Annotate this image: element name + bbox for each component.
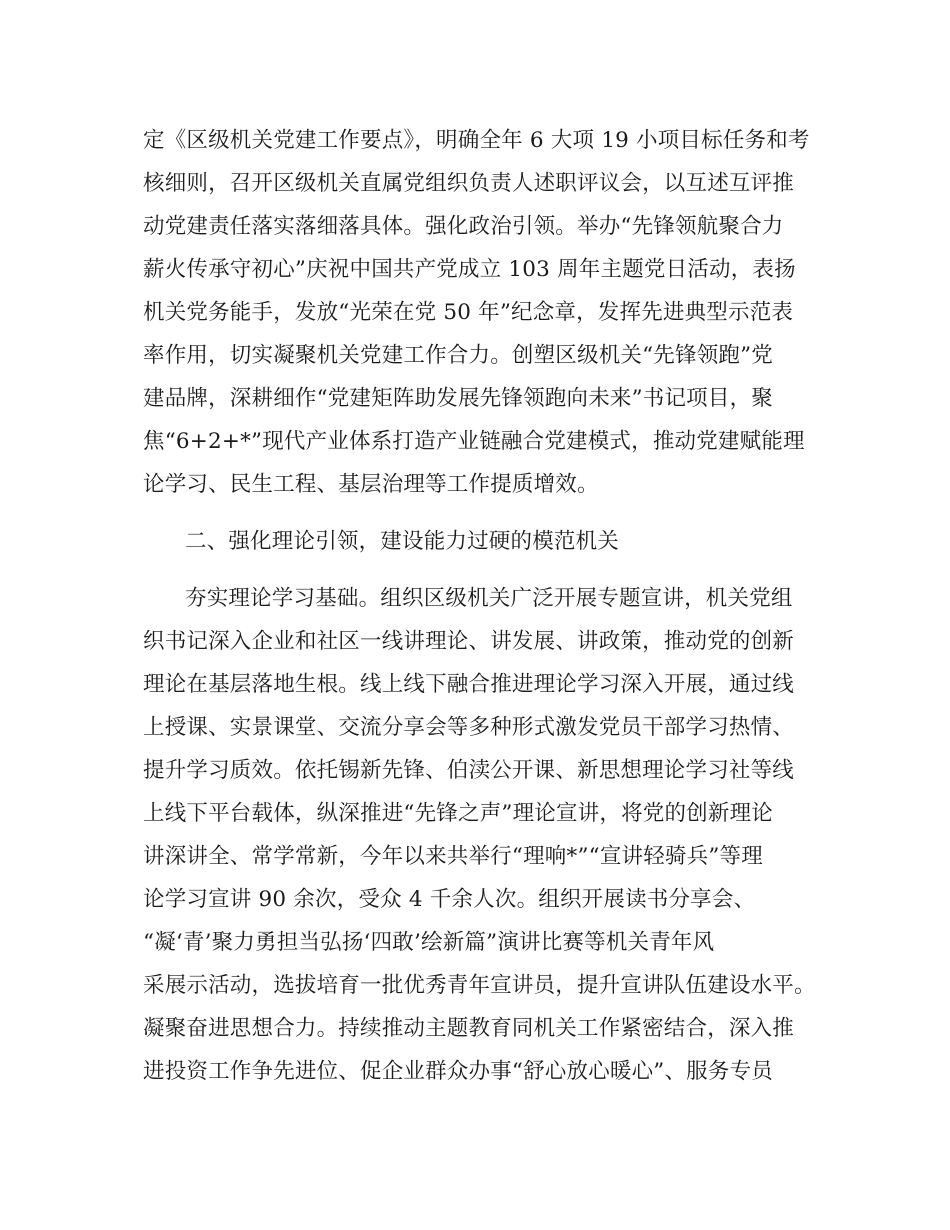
paragraph-line: 论学习宣讲 90 余次，受众 4 千余人次。组织开展读书分享会、	[143, 887, 756, 912]
paragraph-line: 提升学习质效。依托锡新先锋、伯渎公开课、新思想理论学习社等线	[143, 758, 795, 783]
paragraph-line: 织书记深入企业和社区一线讲理论、讲发展、讲政策，推动党的创新	[143, 629, 795, 654]
section-heading: 二、强化理论引领，建设能力过硬的模范机关	[185, 529, 620, 554]
paragraph-line: 上线下平台载体，纵深推进“先锋之声”理论宣讲，将党的创新理论	[143, 801, 773, 826]
paragraph-line: 核细则，召开区级机关直属党组织负责人述职评议会，以互述互评推	[143, 171, 795, 196]
paragraph-line: 论学习、民生工程、基层治理等工作提质增效。	[143, 472, 599, 497]
paragraph-line: 动党建责任落实落细落具体。强化政治引领。举办“先锋领航聚合力	[143, 214, 784, 239]
paragraph-line: 机关党务能手，发放“光荣在党 50 年”纪念章，发挥先进典型示范表	[143, 300, 794, 325]
paragraph-line: 采展示活动，选拔培育一批优秀青年宣讲员，提升宣讲队伍建设水平。	[143, 973, 816, 998]
paragraph-line: 薪火传承守初心”庆祝中国共产党成立 103 周年主题党日活动，表扬	[143, 257, 796, 282]
paragraph-line: 焦“6+2+*”现代产业体系打造产业链融合党建模式，推动党建赋能理	[143, 429, 805, 454]
paragraph-line: 定《区级机关党建工作要点》，明确全年 6 大项 19 小项目标任务和考	[143, 128, 810, 153]
paragraph-line: 夯实理论学习基础。组织区级机关广泛开展专题宣讲，机关党组	[185, 586, 793, 611]
paragraph-line: 讲深讲全、常学常新，今年以来共举行“理响*”“宣讲轻骑兵”等理	[143, 844, 763, 869]
paragraph-line: “凝‘青’聚力勇担当弘扬‘四敢’绘新篇”演讲比赛等机关青年风	[143, 930, 715, 955]
paragraph-line: 凝聚奋进思想合力。持续推动主题教育同机关工作紧密结合，深入推	[143, 1016, 795, 1041]
paragraph-line: 进投资工作争先进位、促企业群众办事“舒心放心暖心”、服务专员	[143, 1059, 773, 1084]
paragraph-line: 率作用，切实凝聚机关党建工作合力。创塑区级机关“先锋领跑”党	[143, 343, 773, 368]
paragraph-line: 上授课、实景课堂、交流分享会等多种形式激发党员干部学习热情、	[143, 715, 795, 740]
paragraph-line: 理论在基层落地生根。线上线下融合推进理论学习深入开展，通过线	[143, 672, 795, 697]
paragraph-line: 建品牌，深耕细作“党建矩阵助发展先锋领跑向未来”书记项目，聚	[143, 386, 773, 411]
